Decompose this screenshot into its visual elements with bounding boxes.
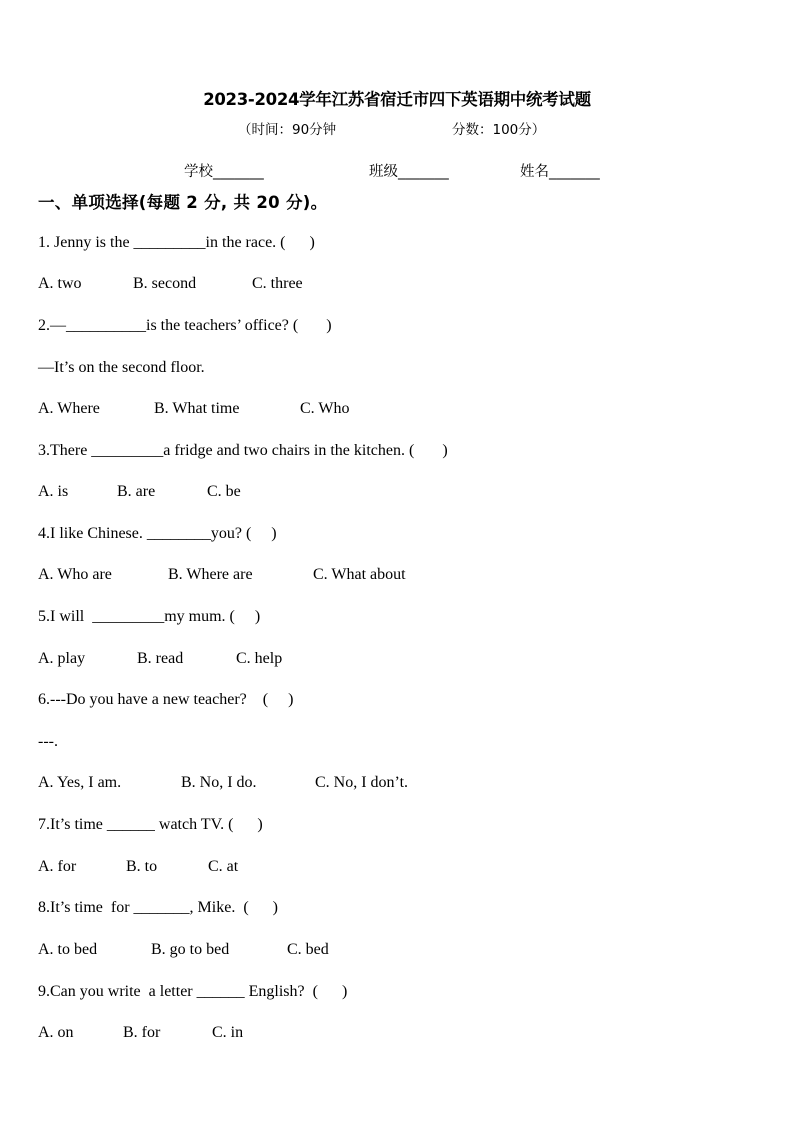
option-b: B. read [137, 650, 184, 667]
question-extra: ---. [38, 733, 58, 750]
option-c: C. three [252, 275, 303, 292]
question-stem: 4.I like Chinese. ________you? ( ) [38, 525, 277, 542]
question-stem: 8.It’s time for _______, Mike. ( ) [38, 899, 278, 916]
question-extra: —It’s on the second floor. [38, 359, 205, 376]
option-b: B. Where are [168, 566, 253, 583]
option-a: A. on [38, 1024, 74, 1041]
option-a: A. is [38, 483, 69, 500]
option-c: C. be [207, 483, 241, 500]
option-c: C. bed [287, 941, 329, 958]
option-b: B. to [126, 858, 158, 875]
option-a: A. to bed [38, 941, 98, 958]
option-b: B. for [123, 1024, 161, 1041]
option-a: A. Yes, I am. [38, 774, 122, 791]
question-stem: 9.Can you write a letter ______ English? ( ) [38, 983, 348, 1000]
option-b: B. No, I do. [181, 774, 257, 791]
option-a: A. two [38, 275, 82, 292]
school-field: 学校_______ [184, 164, 264, 180]
option-a: A. play [38, 650, 86, 667]
option-a: A. Who are [38, 566, 112, 583]
option-b: B. What time [154, 400, 240, 417]
option-c: C. What about [313, 566, 406, 583]
class-field: 班级_______ [369, 164, 449, 180]
exam-score: 分数：100分） [452, 122, 546, 138]
name-field: 姓名_______ [520, 164, 600, 180]
question-stem: 6.---Do you have a new teacher? ( ) [38, 691, 294, 708]
question-stem: 7.It’s time ______ watch TV. ( ) [38, 816, 263, 833]
option-c: C. No, I don’t. [315, 774, 409, 791]
section-heading: 一、单项选择(每题 2 分, 共 20 分)。 [38, 193, 328, 212]
exam-title: 2023-2024学年江苏省宿迁市四下英语期中统考试题 [203, 90, 591, 109]
option-a: A. Where [38, 400, 100, 417]
question-stem: 2.—__________is the teachers’ office? ( ) [38, 317, 332, 334]
option-c: C. Who [300, 400, 350, 417]
option-c: C. in [212, 1024, 244, 1041]
exam-time: （时间：90分钟 [238, 122, 337, 138]
option-c: C. at [208, 858, 239, 875]
question-stem: 5.I will _________my mum. ( ) [38, 608, 261, 625]
option-b: B. are [117, 483, 156, 500]
option-c: C. help [236, 650, 283, 667]
option-a: A. for [38, 858, 77, 875]
question-stem: 1. Jenny is the _________in the race. ( ) [38, 234, 315, 251]
option-b: B. go to bed [151, 941, 230, 958]
option-b: B. second [133, 275, 197, 292]
question-stem: 3.There _________a fridge and two chairs in the kitchen. ( ) [38, 442, 448, 459]
